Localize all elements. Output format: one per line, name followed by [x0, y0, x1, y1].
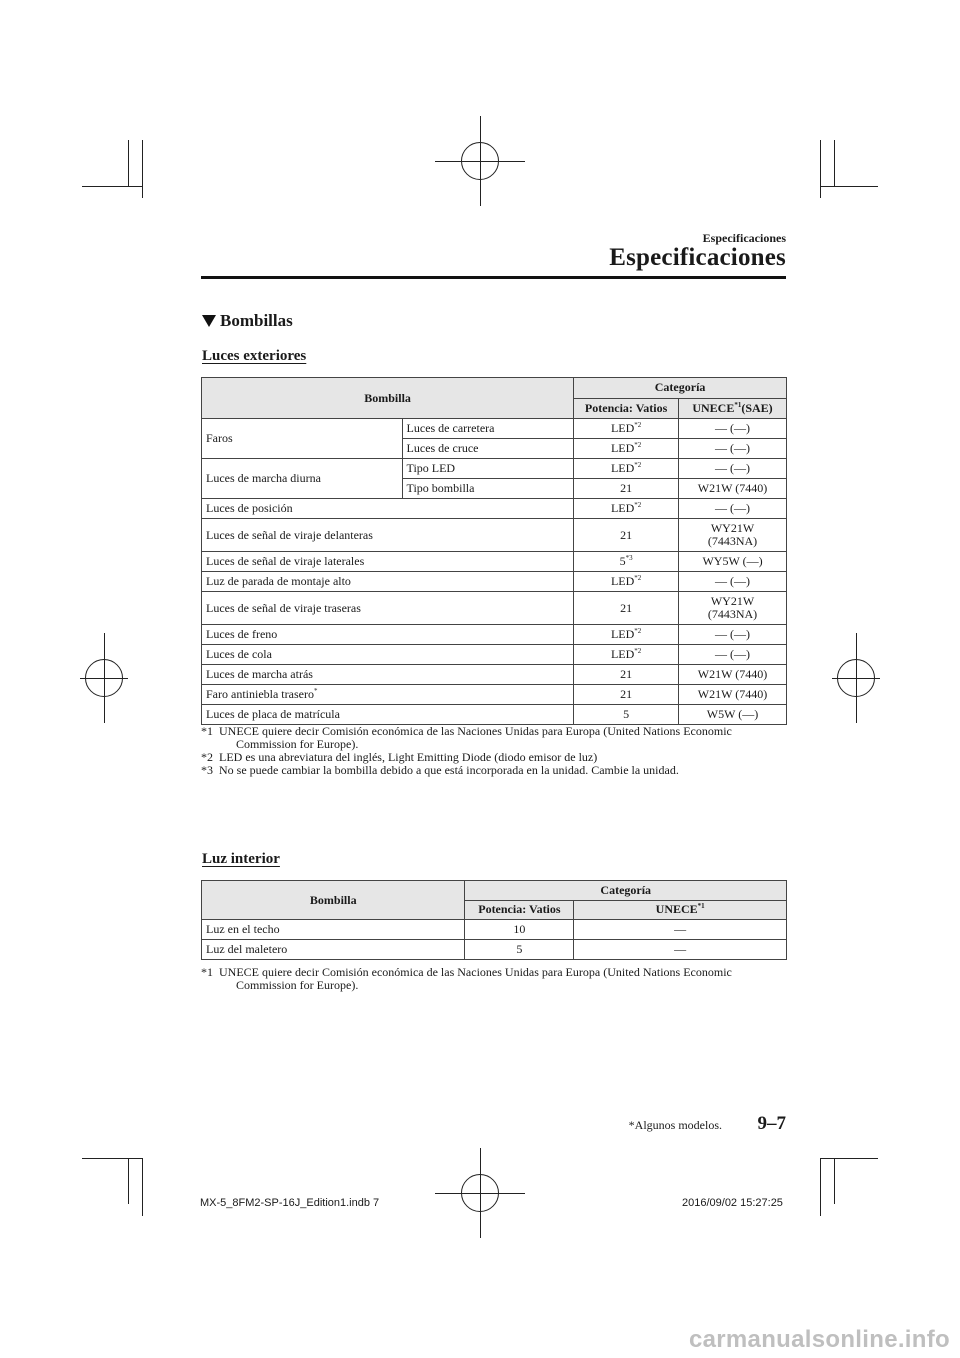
row-label: Luces de cola [202, 645, 574, 665]
row-sublabel: Tipo LED [402, 459, 574, 479]
power-cell: LED$^{*2}$ [574, 645, 679, 665]
row-label: Luz en el techo [202, 920, 465, 940]
col-header-bulb: Bombilla [202, 881, 465, 920]
standard-cell: — [574, 920, 787, 940]
standard-cell: WY21W (7443NA) [679, 592, 787, 625]
row-label-diurna: Luces de marcha diurna [202, 459, 403, 499]
col-header-unece: UNECE$^{*1}$ [574, 900, 787, 920]
standard-cell: — [574, 940, 787, 960]
table-row [202, 519, 787, 552]
interior-footnotes [201, 966, 779, 992]
col-header-category: Categoría [465, 881, 787, 901]
col-header-unece: UNECE$^{*1}$(SAE) [679, 398, 787, 419]
power-cell: LED$^{*2}$ [574, 499, 679, 519]
row-sublabel: Tipo bombilla [402, 479, 574, 499]
power-cell: 21 [574, 685, 679, 705]
table-row [202, 499, 787, 519]
row-label: Luces de placa de matrícula [202, 705, 574, 725]
footnote: *1 UNECE quiere decir Comisión económica de las Naciones Unidas para Europa (United Nations Economic Commission for Europe). [201, 724, 732, 751]
standard-cell: W5W (—) [679, 705, 787, 725]
running-header-small: Especificaciones [702, 231, 786, 245]
col-header-category: Categoría [574, 378, 787, 399]
row-sublabel: Luces de carretera [402, 419, 574, 439]
row-label-faros: Faros [202, 419, 403, 459]
power-cell: 5 [465, 940, 574, 960]
power-cell: 21 [574, 592, 679, 625]
power-cell: 5 [574, 705, 679, 725]
table-row [202, 920, 787, 940]
table-row [202, 459, 787, 479]
row-sublabel: Luces de cruce [402, 439, 574, 459]
table-row [202, 625, 787, 645]
interior-lights-table [201, 880, 787, 960]
col-header-bulb: Bombilla [202, 378, 574, 419]
table-row [202, 572, 787, 592]
standard-cell: — (—) [679, 439, 787, 459]
section-title-text: Bombillas [220, 311, 293, 330]
standard-cell: — (—) [679, 645, 787, 665]
table-row [202, 705, 787, 725]
standard-cell: — (—) [679, 572, 787, 592]
standard-cell: W21W (7440) [679, 685, 787, 705]
power-cell: LED$^{*2}$ [574, 439, 679, 459]
row-label: Luz del maletero [202, 940, 465, 960]
interior-title: Luz interior [202, 851, 280, 867]
row-label: Faro antiniebla trasero* [202, 685, 574, 705]
power-cell: LED$^{*2}$ [574, 419, 679, 439]
power-cell: 5$^{*3}$ [574, 552, 679, 572]
footnote: *1 UNECE quiere decir Comisión económica de las Naciones Unidas para Europa (United Nations Economic Commission for Europe). [201, 965, 732, 992]
power-cell: 21 [574, 665, 679, 685]
table-row [202, 552, 787, 572]
section-title [202, 311, 293, 331]
standard-cell: — (—) [679, 459, 787, 479]
standard-cell: — (—) [679, 419, 787, 439]
table-header-row [202, 378, 787, 399]
header-rule [201, 276, 786, 279]
exterior-footnotes [201, 725, 779, 777]
power-cell: 21 [574, 479, 679, 499]
triangle-down-icon [202, 315, 216, 327]
exterior-lights-table [201, 377, 787, 725]
row-label: Luz de parada de montaje alto [202, 572, 574, 592]
footnote: *3 No se puede cambiar la bombilla debido a que está incorporada en la unidad. Cambie la unidad. [201, 763, 679, 777]
some-models-note: *Algunos modelos. [628, 1118, 722, 1132]
power-cell: LED$^{*2}$ [574, 459, 679, 479]
row-label: Luces de freno [202, 625, 574, 645]
table-row [202, 645, 787, 665]
page-number: 9–7 [757, 1113, 786, 1134]
standard-cell: WY5W (—) [679, 552, 787, 572]
print-timestamp: 2016/09/02 15:27:25 [682, 1197, 783, 1209]
col-header-power: Potencia: Vatios [574, 398, 679, 419]
col-header-power: Potencia: Vatios [465, 900, 574, 920]
table-row [202, 665, 787, 685]
standard-cell: — (—) [679, 499, 787, 519]
exterior-title: Luces exteriores [202, 348, 307, 364]
standard-cell: — (—) [679, 625, 787, 645]
table-header-row [202, 881, 787, 901]
row-label: Luces de posición [202, 499, 574, 519]
row-label: Luces de marcha atrás [202, 665, 574, 685]
power-cell: LED$^{*2}$ [574, 625, 679, 645]
row-label: Luces de señal de viraje delanteras [202, 519, 574, 552]
footnote: *2 LED es una abreviatura del inglés, Light Emitting Diode (diodo emisor de luz) [201, 750, 598, 764]
power-cell: 21 [574, 519, 679, 552]
power-cell: 10 [465, 920, 574, 940]
standard-cell: WY21W (7443NA) [679, 519, 787, 552]
power-cell: LED$^{*2}$ [574, 572, 679, 592]
print-file-name: MX-5_8FM2-SP-16J_Edition1.indb 7 [200, 1197, 380, 1209]
watermark: carmanualsonline.info [688, 1326, 950, 1353]
row-label: Luces de señal de viraje traseras [202, 592, 574, 625]
table-row [202, 419, 787, 439]
standard-cell: W21W (7440) [679, 479, 787, 499]
standard-cell: W21W (7440) [679, 665, 787, 685]
running-header-title: Especificaciones [609, 244, 786, 271]
table-row [202, 940, 787, 960]
table-row [202, 592, 787, 625]
table-row [202, 685, 787, 705]
row-label: Luces de señal de viraje laterales [202, 552, 574, 572]
